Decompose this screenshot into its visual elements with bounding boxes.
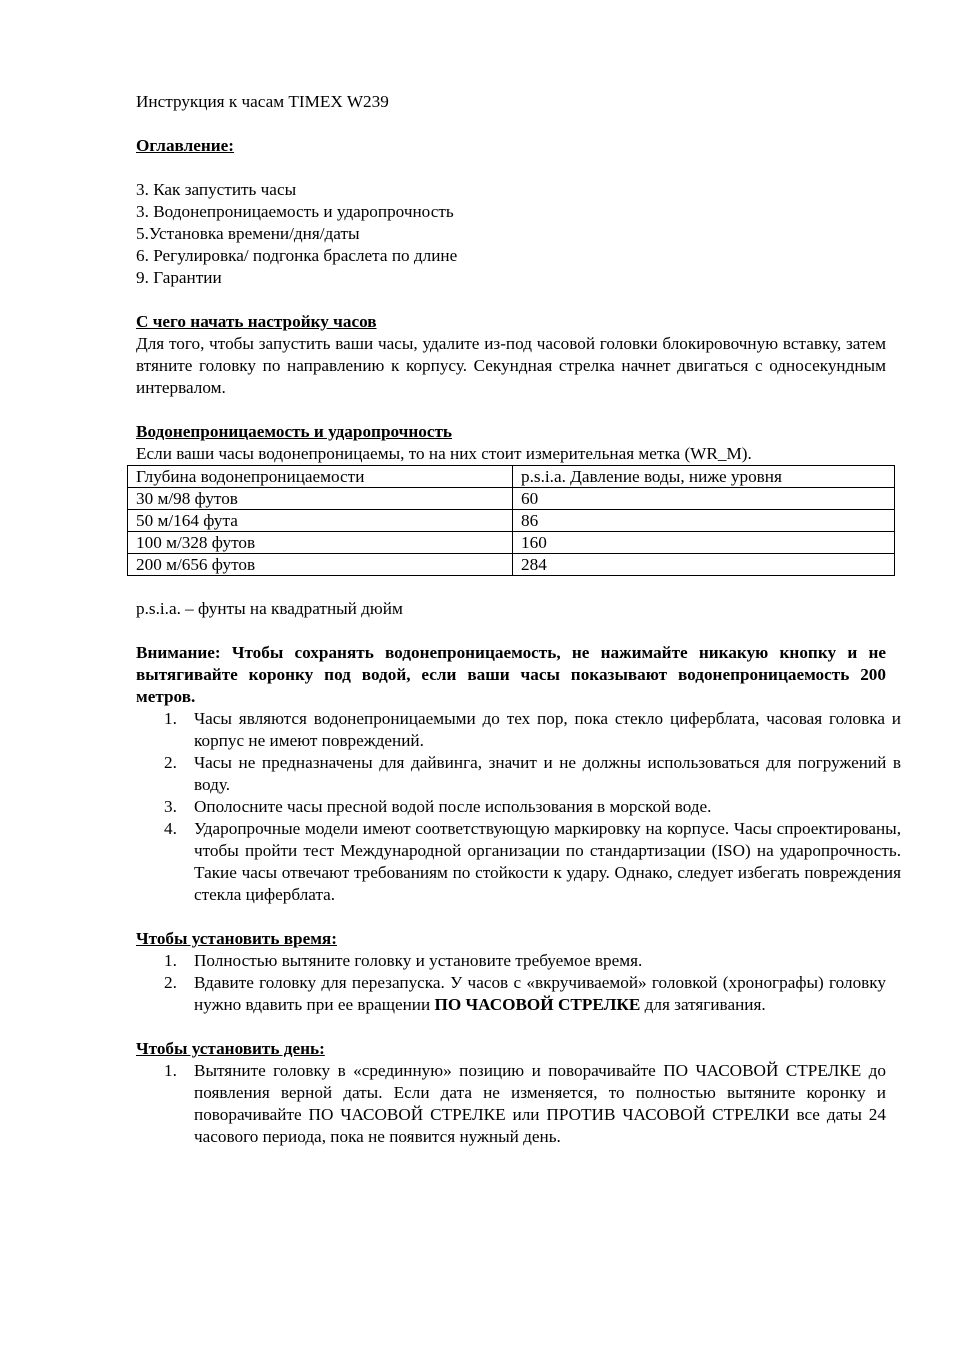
toc-heading [136,135,886,157]
table-cell: 100 м/328 футов [128,532,513,554]
list-number: 4. [164,819,177,838]
list-item [136,950,886,972]
water-intro: Если ваши часы водонепроницаемы, то на них стоит измерительная метка (WR_M). [136,444,752,463]
section-heading-time [136,928,886,950]
list-text-bold: ПО ЧАСОВОЙ СТРЕЛКЕ [434,995,641,1014]
section-heading-start-text: С чего начать настройку часов [136,312,377,331]
set-day-list [136,1060,886,1148]
list-item [136,752,901,796]
list-text: Ударопрочные модели имеют соответствующую маркировку на корпусе. Часы спроектированы, чтобы пройти тест Международной организации по стандартизации (ISO) на ударопрочность. Такие часы отвечают требованиям по стойкости к удару. Однако, следует избегать повреждения стекла циферблата. [194,819,901,904]
list-text: Часы не предназначены для дайвинга, значит и не должны использоваться для погружений в воду. [194,753,901,794]
list-item [136,818,901,906]
table-row [128,532,895,554]
toc-item: 3. Водонепроницаемость и ударопрочность [136,202,454,221]
document-page [136,91,901,1148]
document-title: Инструкция к часам TIMEX W239 [136,92,389,111]
table-row [128,554,895,576]
section-heading-water-text: Водонепроницаемость и ударопрочность [136,422,453,441]
table-row [128,510,895,532]
toc-item: 5.Установка времени/дня/даты [136,224,360,243]
toc-item: 3. Как запустить часы [136,180,297,199]
table-cell: 50 м/164 фута [128,510,513,532]
toc-item: 9. Гарантии [136,268,222,287]
list-number: 1. [164,1061,177,1080]
list-text-b: для затягивания. [640,995,766,1014]
section-heading-water [136,421,886,443]
table-header-cell: p.s.i.a. Давление воды, ниже уровня [513,466,895,488]
table-cell: 60 [513,488,895,510]
list-number: 1. [164,709,177,728]
table-cell: 160 [513,532,895,554]
start-paragraph: Для того, чтобы запустить ваши часы, удалите из-под часовой головки блокировочную вставку, затем втяните головку по направлению к корпусу. Секундная стрелка начнет двигаться с односекундным интервалом. [136,334,886,397]
list-item [136,796,901,818]
table-cell: 200 м/656 футов [128,554,513,576]
list-text: Полностью вытяните головку и установите требуемое время. [194,951,643,970]
toc-item: 6. Регулировка/ подгонка браслета по длине [136,246,458,265]
table-cell: 284 [513,554,895,576]
table-row [128,488,895,510]
table-header-cell: Глубина водонепроницаемости [128,466,513,488]
toc-list [136,179,886,289]
list-number: 3. [164,797,177,816]
section-heading-time-text: Чтобы установить время: [136,929,337,948]
warning-list [136,708,901,906]
table-cell: 30 м/98 футов [128,488,513,510]
water-resistance-table [127,465,895,576]
section-heading-day [136,1038,886,1060]
table-cell: 86 [513,510,895,532]
list-item [136,1060,886,1148]
list-text: Ополосните часы пресной водой после использования в морской воде. [194,797,712,816]
section-heading-day-text: Чтобы установить день: [136,1039,325,1058]
psia-note: p.s.i.a. – фунты на квадратный дюйм [136,599,403,618]
list-item [136,972,886,1016]
toc-heading-text: Оглавление: [136,136,235,155]
list-text-a: Вдавите головку для перезапуска. У часов с «вкручиваемой» головкой (хронографы) головку нужно вдавить при ее вращении [194,973,886,1014]
warning-paragraph: Внимание: Чтобы сохранять водонепроницаемость, не нажимайте никакую кнопку и не вытягивайте коронку под водой, если ваши часы показывают водонепроницаемость 200 метров. [136,643,886,706]
list-text: Вытяните головку в «срединную» позицию и поворачивайте ПО ЧАСОВОЙ СТРЕЛКЕ до появления верной даты. Если дата не изменяется, то полностью вытяните коронку и поворачивайте ПО ЧАСОВОЙ СТРЕЛКЕ или ПРОТИВ ЧАСОВОЙ СТРЕЛКИ все даты 24 часового периода, пока не появится нужный день. [194,1061,886,1146]
list-number: 1. [164,951,177,970]
table-header-row [128,466,895,488]
list-number: 2. [164,753,177,772]
set-time-list [136,950,886,1016]
list-item [136,708,901,752]
list-number: 2. [164,973,177,992]
list-text: Часы являются водонепроницаемыми до тех пор, пока стекло циферблата, часовая головка и корпус не имеют повреждений. [194,709,901,750]
section-heading-start [136,311,886,333]
